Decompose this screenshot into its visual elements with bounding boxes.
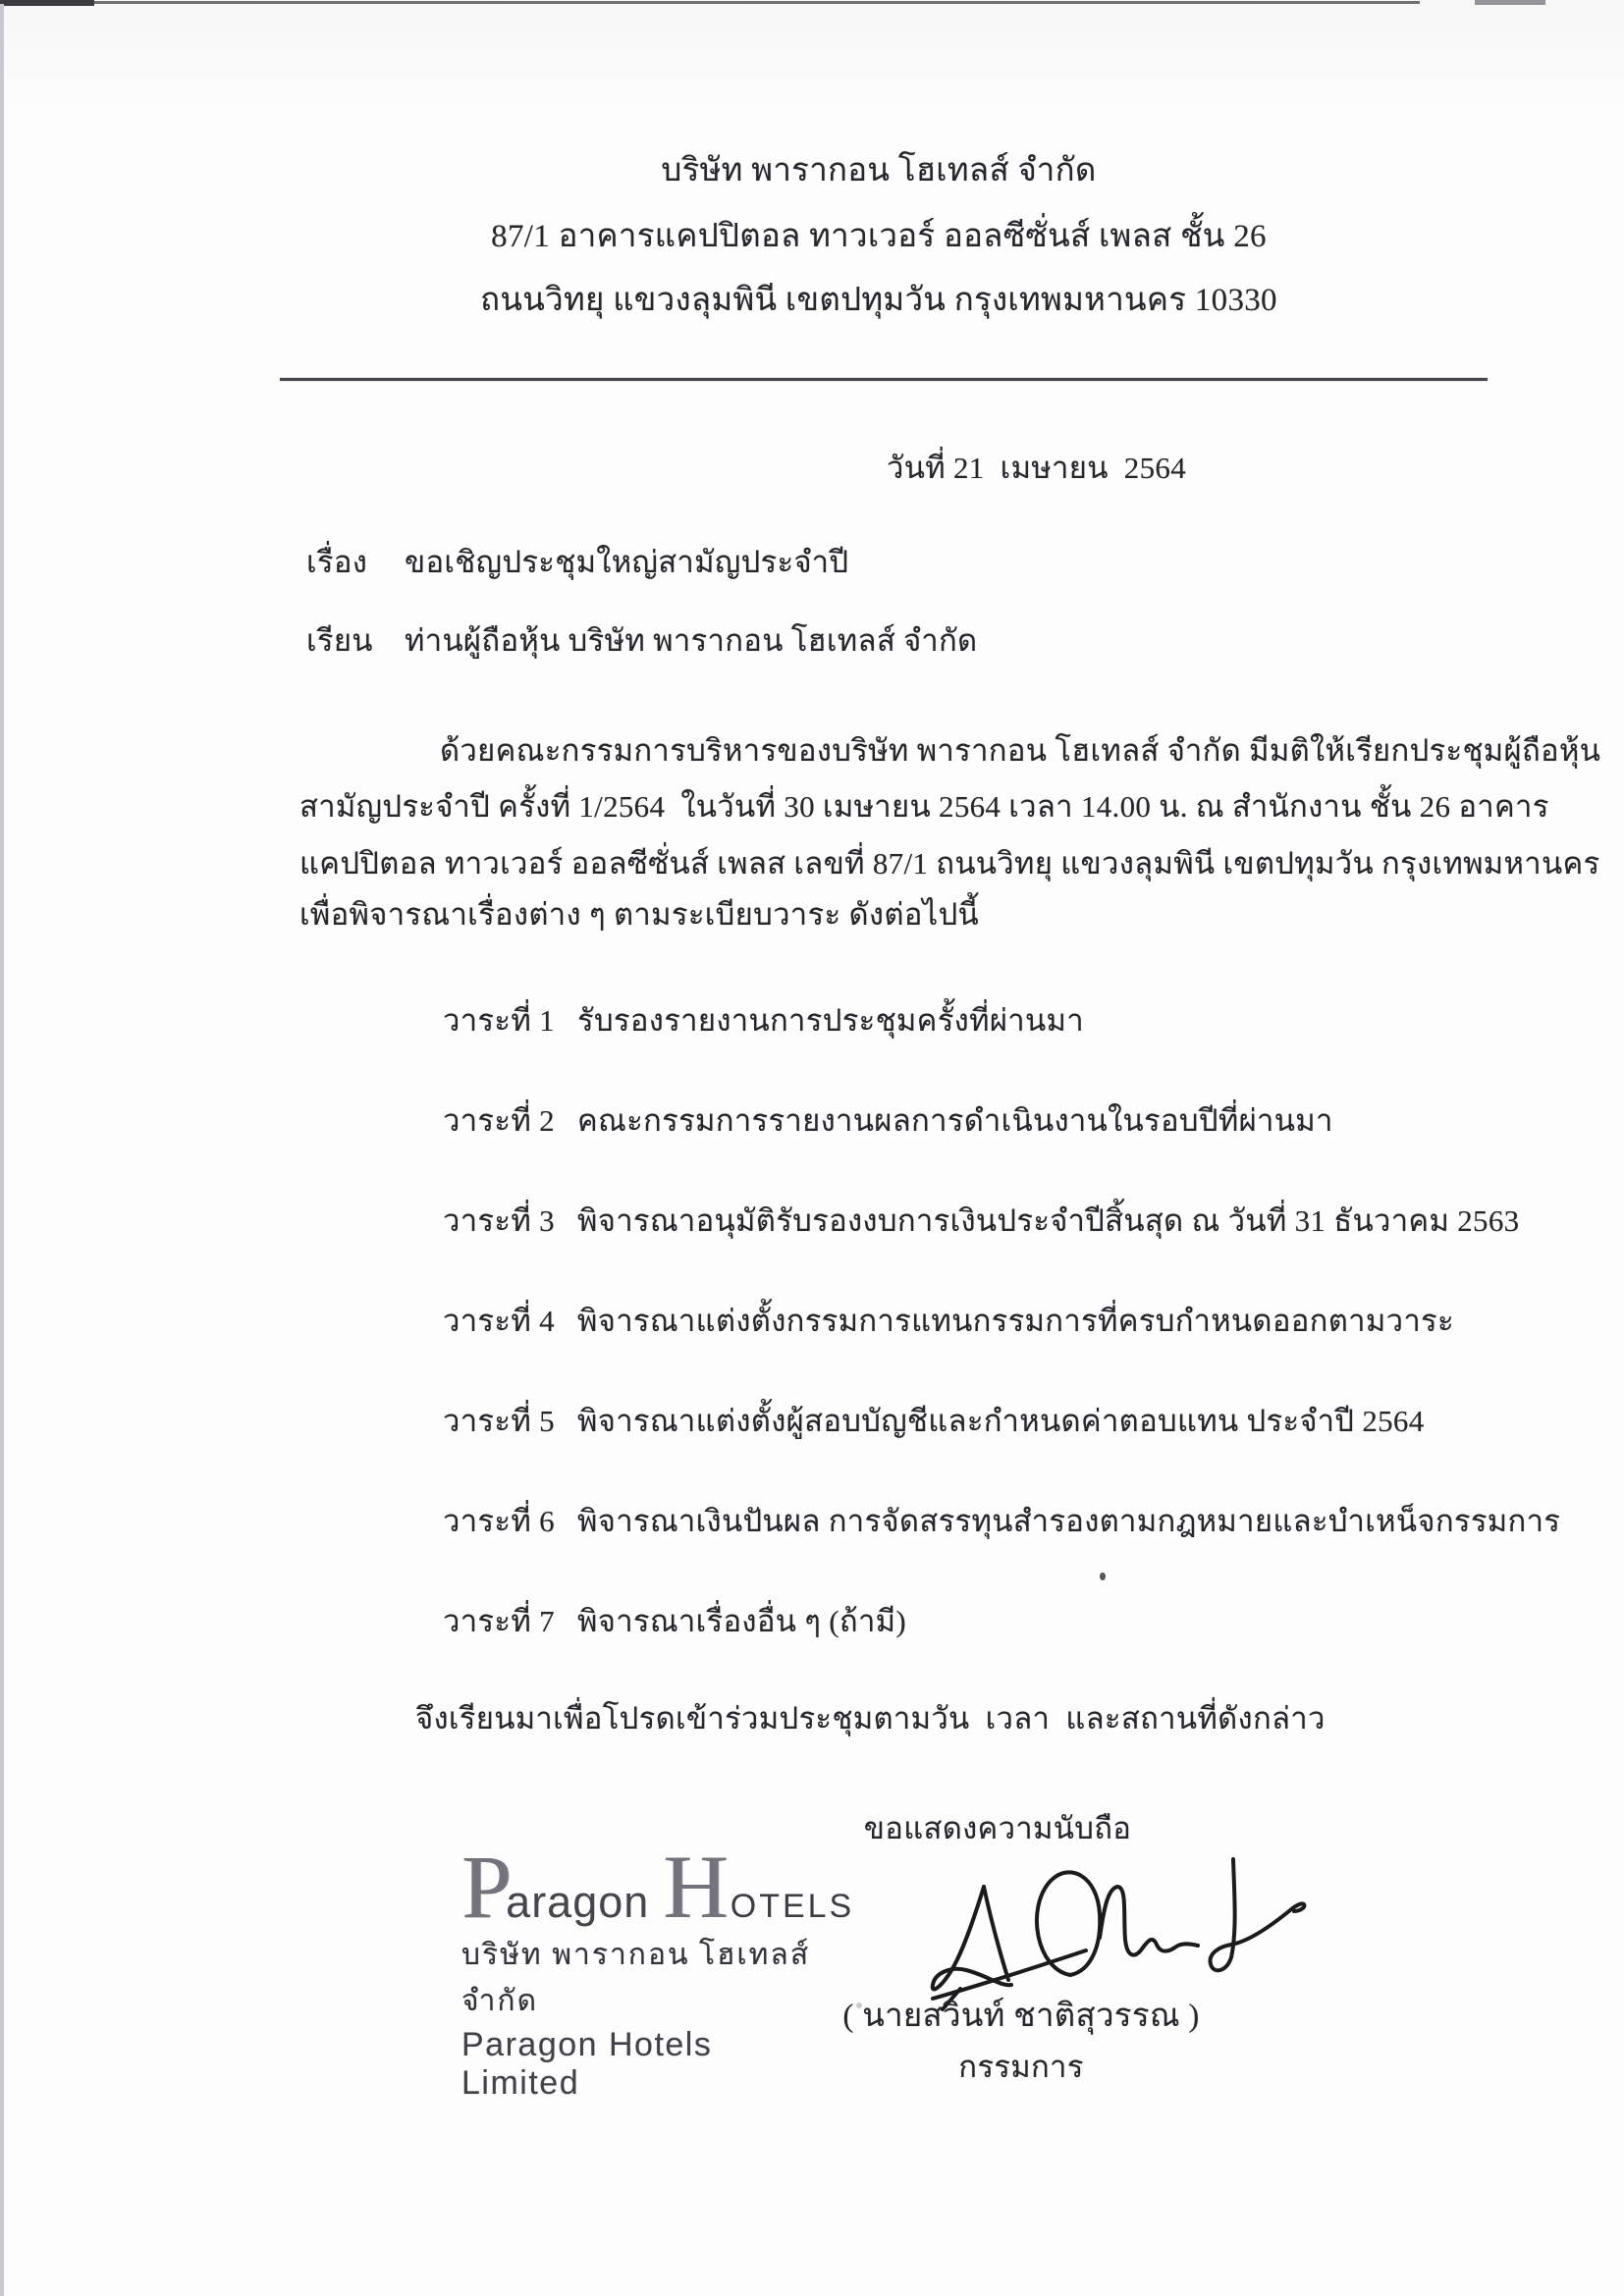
logo-aragon-text: aragon bbox=[506, 1877, 650, 1927]
agenda-text: พิจารณาเรื่องอื่น ๆ (ถ้ามี) bbox=[577, 1604, 907, 1638]
signer-name: ( นายสวินท์ ชาติสุวรรณ ) bbox=[842, 1999, 1200, 2034]
logo-otels-text: OTELS bbox=[730, 1888, 855, 1925]
agenda-text: พิจารณาเงินปันผล การจัดสรรทุนสำรองตามกฎหมายและบำเหน็จกรรมการ bbox=[577, 1504, 1561, 1538]
scan-edge-artifact bbox=[0, 4, 4, 2296]
logo-initial-p: P bbox=[461, 1837, 513, 1937]
logo-wordmark bbox=[461, 1837, 855, 1937]
body-line: แคปปิตอล ทาวเวอร์ ออลซีซั่นส์ เพลส เลขที่ 87/1 ถนนวิทยุ แขวงลุมพินี เขตปทุมวัน กรุงเทพมหานคร bbox=[299, 846, 1600, 881]
scan-speck-artifact bbox=[1100, 1573, 1106, 1580]
body-line: เพื่อพิจารณาเรื่องต่าง ๆ ตามระเบียบวาระ ดังต่อไปนี้ bbox=[299, 897, 980, 932]
scan-edge-artifact bbox=[94, 1, 1420, 4]
subject-text: ขอเชิญประชุมใหญ่สามัญประจำปี bbox=[405, 545, 849, 579]
recipient-text: ท่านผู้ถือหุ้น บริษัท พารากอน โฮเทลส์ จำกัด bbox=[405, 623, 978, 658]
sign-off: ขอแสดงความนับถือ bbox=[863, 1811, 1132, 1845]
agenda-number: วาระที่ 2 bbox=[443, 1103, 555, 1138]
body-line: สามัญประจำปี ครั้งที่ 1/2564 ในวันที่ 30 เมษายน 2564 เวลา 14.00 น. ณ สำนักงาน ชั้น 26 อาคาร bbox=[299, 789, 1549, 824]
agenda-text: พิจารณาอนุมัติรับรองงบการเงินประจำปีสิ้นสุด ณ วันที่ 31 ธันวาคม 2563 bbox=[577, 1203, 1520, 1238]
agenda-text: รับรองรายงานการประชุมครั้งที่ผ่านมา bbox=[577, 1003, 1084, 1038]
body-line: ด้วยคณะกรรมการบริหารของบริษัท พารากอน โฮเทลส์ จำกัด มีมติให้เรียกประชุมผู้ถือหุ้น bbox=[440, 733, 1601, 768]
agenda-text: คณะกรรมการรายงานผลการดำเนินงานในรอบปีที่ผ่านมา bbox=[577, 1103, 1333, 1138]
signer-title: กรรมการ bbox=[958, 2050, 1084, 2084]
logo-english-name: Paragon Hotels Limited bbox=[461, 2026, 713, 2102]
agenda-number: วาระที่ 7 bbox=[443, 1604, 555, 1638]
agenda-number: วาระที่ 5 bbox=[443, 1404, 555, 1438]
date-line: วันที่ 21 เมษายน 2564 bbox=[887, 451, 1187, 485]
letterhead-address-line1: 87/1 อาคารแคปปิตอล ทาวเวอร์ ออลซีซั่นส์ เพลส ชั้น 26 bbox=[491, 219, 1267, 254]
agenda-number: วาระที่ 3 bbox=[443, 1203, 555, 1238]
agenda-text: พิจารณาแต่งตั้งกรรมการแทนกรรมการที่ครบกำหนดออกตามวาระ bbox=[577, 1304, 1454, 1338]
subject-label: เรื่อง bbox=[306, 545, 368, 579]
logo-thai-name: บริษัท พารากอน โฮเทลส์ จำกัด bbox=[461, 1939, 811, 2017]
agenda-text: พิจารณาแต่งตั้งผู้สอบบัญชีและกำหนดค่าตอบแทน ประจำปี 2564 bbox=[577, 1404, 1425, 1438]
logo-initial-h: H bbox=[663, 1837, 729, 1937]
agenda-number: วาระที่ 6 bbox=[443, 1504, 555, 1538]
letterhead-company-name: บริษัท พารากอน โฮเทลส์ จำกัด bbox=[661, 153, 1097, 188]
company-logo bbox=[461, 1837, 855, 2103]
recipient-label: เรียน bbox=[306, 623, 373, 658]
scan-shade-artifact bbox=[0, 0, 1624, 108]
agenda-number: วาระที่ 1 bbox=[443, 1003, 555, 1038]
agenda-number: วาระที่ 4 bbox=[443, 1304, 555, 1338]
scan-edge-artifact bbox=[1475, 0, 1545, 5]
closing-line: จึงเรียนมาเพื่อโปรดเข้าร่วมประชุมตามวัน เวลา และสถานที่ดังกล่าว bbox=[415, 1701, 1326, 1735]
scan-edge-artifact bbox=[0, 0, 94, 6]
letterhead-address-line2: ถนนวิทยุ แขวงลุมพินี เขตปทุมวัน กรุงเทพมหานคร 10330 bbox=[480, 283, 1277, 318]
letterhead-divider bbox=[280, 378, 1488, 381]
